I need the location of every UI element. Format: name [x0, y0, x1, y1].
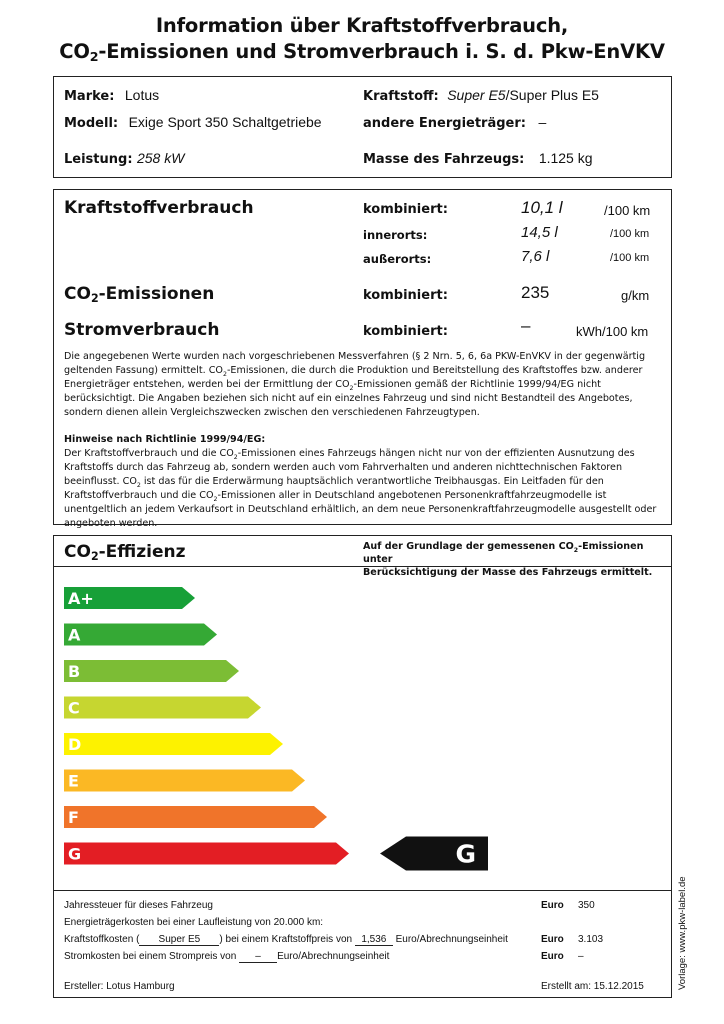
efficiency-class-bar-d [64, 733, 283, 755]
kraftstoff-preis: 1,536 [355, 934, 393, 946]
co2-unit: g/km [621, 288, 650, 303]
efficiency-scale [54, 567, 670, 887]
efficiency-class-bar-e [64, 770, 305, 792]
ersteller: Ersteller: Lotus Hamburg [64, 981, 175, 992]
erstellt-am: Erstellt am: 15.12.2015 [541, 981, 644, 992]
steuer-currency: Euro [541, 900, 564, 911]
rating-marker-label: G [455, 839, 476, 869]
kraftstoff-kosten-fuel: Super E5 [139, 934, 219, 946]
strom-kosten-line: Stromkosten bei einem Strompreis von – Euro/Abrechnungseinheit [64, 951, 390, 962]
co2-emissionen-heading: $CO_2$-Emissionen [64, 284, 215, 305]
strom-preis: – [239, 951, 277, 963]
masse-label: Masse des Fahrzeugs: [363, 152, 525, 167]
efficiency-class-bar-b [64, 660, 239, 682]
efficiency-class-bar-f [64, 806, 327, 828]
ausserorts-label: außerorts: [363, 252, 432, 266]
kombiniert-label: kombiniert: [363, 202, 448, 217]
efficiency-class-label-b: B [68, 662, 81, 681]
efficiency-class-label-aplus: A+ [68, 589, 94, 608]
kraftstoff-kosten-line: Kraftstoffkosten ( Super E5 ) bei einem Kraftstoffpreis von 1,536 Euro/Abrechnungseinheit [64, 934, 508, 945]
innerorts-value: 14,5 l [521, 224, 558, 241]
efficiency-note: Auf der Grundlage der gemessenen $CO_2$-Emissionen unter Berücksichtigung der Masse des Fahrzeugs ermittelt. [363, 541, 653, 578]
marke-value: Lotus [124, 87, 160, 103]
leistung-label: Leistung: [64, 152, 133, 167]
kombiniert-value: 10,1 l [521, 198, 563, 217]
title-line-2: $CO_2$-Emissionen und Stromverbrauch i. S. d. Pkw-EnVKV [59, 40, 665, 64]
leistung-value: 258 kW [136, 150, 185, 166]
kraftstoff-label: Kraftstoff: [363, 89, 439, 104]
strom-unit: kWh/100 km [576, 324, 649, 339]
ausserorts-value: 7,6 l [521, 248, 550, 265]
kombiniert-unit: /100 km [604, 203, 651, 218]
kraftstoff-value-2: /Super Plus E5 [505, 87, 599, 103]
masse-value: 1.125 kg [538, 150, 593, 166]
kraftstoff-value-1: Super E5 [447, 87, 506, 103]
strom-value: – [521, 316, 531, 335]
efficiency-class-bar-g [64, 843, 349, 865]
consumption-box [53, 189, 672, 529]
energie-label: andere Energieträger: [363, 116, 526, 131]
strom-kombiniert-label: kombiniert: [363, 324, 448, 339]
efficiency-class-label-g: G [68, 844, 82, 864]
stromverbrauch-heading: Stromverbrauch [64, 320, 220, 340]
vehicle-box [53, 76, 672, 178]
efficiency-class-bar-c [64, 697, 261, 719]
vorlage-note: Vorlage: www.pkw-label.de [677, 876, 688, 990]
energie-value: – [538, 114, 547, 130]
energie-kosten-label: Energieträgerkosten bei einer Laufleistung von 20.000 km: [64, 917, 324, 928]
strom-currency: Euro [541, 951, 564, 962]
innerorts-label: innerorts: [363, 228, 428, 242]
efficiency-box [53, 535, 672, 998]
kraftstoffverbrauch-heading: Kraftstoffverbrauch [64, 198, 254, 218]
ausserorts-unit: /100 km [610, 252, 650, 264]
costs-divider [54, 890, 671, 891]
co2-effizienz-heading: $CO_2$-Effizienz [64, 542, 186, 563]
modell-label: Modell: [64, 116, 119, 131]
co2-value: 235 [521, 283, 550, 302]
efficiency-class-label-c: C [68, 698, 80, 718]
strom-kosten-value: – [578, 951, 584, 962]
marke-label: Marke: [64, 89, 115, 104]
kraftstoff-currency: Euro [541, 934, 564, 945]
co2-kombiniert-label: kombiniert: [363, 288, 448, 303]
efficiency-class-label-f: F [68, 808, 79, 827]
steuer-value: 350 [578, 900, 595, 911]
innerorts-unit: /100 km [610, 228, 650, 240]
modell-value: Exige Sport 350 Schaltgetriebe [128, 114, 322, 130]
efficiency-class-label-e: E [68, 771, 79, 791]
notes-paragraph-1: Die angegebenen Werte wurden nach vorgeschriebenen Messverfahren (§ 2 Nrn. 5, 6, 6a PKW-EnVKV in der gegenwärtig geltenden Fassung) ermittelt. $CO_2$-Emissionen, die durch die Produktion und Bereitstellung des Kraftstoffes bzw. anderer Energieträger entstehen, werden bei der Ermittlung der $CO_2$-Emissionen gemäß der Richtlinie 1999/94/EG nicht berücksichtigt. Die Angaben beziehen sich nicht auf ein einzelnes Fahrzeug und sind nicht Bestandteil des Angebotes, sondern dienen allein Vergleichszwecken zwischen den verschiedenen Fahrzeugtypen. [64, 351, 646, 418]
kraftstoff-kosten-value: 3.103 [578, 934, 604, 945]
notes-paragraph-2: Der Kraftstoffverbrauch und die $CO_2$-Emissionen eines Fahrzeugs hängen nicht nur von der effizienten Ausnutzung des Kraftstoffs durch das Fahrzeug ab, sondern werden auch vom Fahrverhalten und anderen nichttechnischen Faktoren beeinflusst. $CO_2$ ist das für die Erderwärmung hauptsächlich verantwortliche Treibhausgas. Ein Leitfaden für den Kraftstoffverbrauch und die $CO_2$-Emissionen aller in Deutschland angebotenen Personenkraftfahrzeugmodelle ist unentgeltlich an jedem Verkaufsort in Deutschland erhältlich, an dem neue Personenkraftfahrzeugmodelle ausgestellt oder angeboten werden. [64, 448, 657, 529]
steuer-label: Jahressteuer für dieses Fahrzeug [64, 900, 213, 911]
efficiency-class-bar-a [64, 624, 217, 646]
title-line-1: Information über Kraftstoffverbrauch, [155, 14, 569, 37]
efficiency-class-label-d: D [68, 735, 82, 754]
notes-heading: Hinweise nach Richtlinie 1999/94/EG: [64, 434, 266, 445]
efficiency-class-label-a: A [68, 625, 81, 645]
